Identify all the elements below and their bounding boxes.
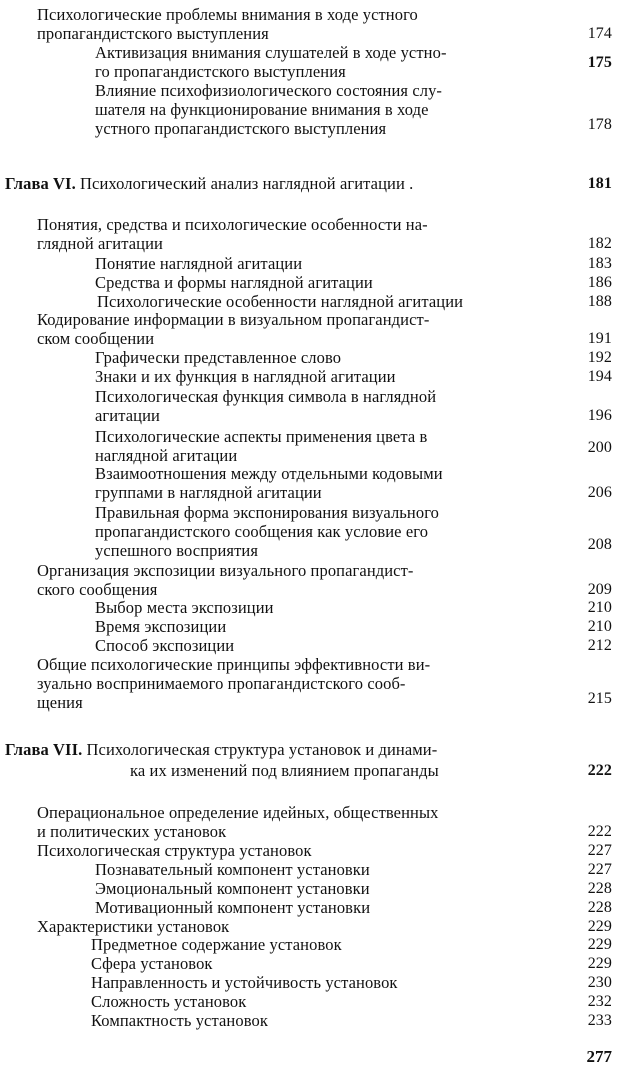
toc-entry: [0, 464, 620, 502]
toc-entry-title-line: Организация экспозиции визуального пропагандист-: [37, 561, 414, 580]
toc-page-number: 174: [587, 25, 612, 42]
toc-entry-title-line: Характеристики установок: [37, 917, 230, 936]
toc-entry: [0, 310, 620, 348]
toc-entry: [0, 898, 620, 917]
toc-page-number: 229: [587, 955, 612, 972]
toc-entry-title-line: го пропагандистского выступления: [95, 62, 346, 81]
toc-entry: [0, 617, 620, 636]
toc-entry-title-line: Предметное содержание установок: [91, 935, 342, 954]
toc-page-number: 228: [587, 880, 612, 897]
toc-entry-title-line: Средства и формы наглядной агитации: [95, 273, 373, 292]
toc-page-number: 208: [587, 536, 612, 554]
toc-entry-title-line: Психологические особенности наглядной агитации: [97, 292, 464, 311]
toc-entry-title-line: Мотивационный компонент установки: [95, 898, 371, 917]
toc-page-number: 209: [587, 581, 612, 598]
toc-entry-title-line: щения: [37, 693, 83, 712]
toc-page-number: 186: [587, 274, 612, 291]
toc-page-number: 196: [587, 407, 612, 424]
toc-entry-title-line: Психологическая функция символа в наглядной: [95, 387, 437, 406]
toc-page-number: 229: [587, 936, 612, 953]
toc-entry-title-line: Сфера установок: [91, 954, 213, 973]
toc-entry-title-line: Психологические проблемы внимания в ходе устного: [37, 5, 418, 24]
toc-entry: [0, 973, 620, 992]
toc-entry-title-line: Правильная форма экспонирования визуального: [95, 503, 440, 522]
toc-entry: [0, 43, 620, 81]
toc-entry-title-line: Выбор места экспозиции: [95, 598, 274, 617]
toc-entry: [0, 841, 620, 860]
toc-entry: [0, 254, 620, 273]
toc-entry: [0, 992, 620, 1011]
toc-entry: [0, 367, 620, 386]
toc-entry: [0, 879, 620, 898]
toc-entry: [0, 292, 620, 311]
toc-page-number: 215: [587, 690, 612, 708]
toc-entry: [0, 387, 620, 425]
toc-page-number: 232: [587, 993, 612, 1010]
toc-entry-title-line: Активизация внимания слушателей в ходе устно-: [95, 43, 447, 62]
toc-page-number: 181: [587, 175, 612, 192]
toc-page-number: 210: [587, 599, 612, 616]
toc-entry-title-line: шателя на функционирование внимания в ходе: [95, 100, 429, 119]
toc-page-number: 200: [587, 439, 612, 457]
toc-entry-title-line: Психологическая структура установок: [37, 841, 312, 860]
toc-entry-title-line: Взаимоотношения между отдельными кодовыми: [95, 464, 443, 483]
toc-page-number: 222: [587, 762, 612, 779]
toc-page-number: 230: [587, 974, 612, 991]
toc-page-number: 192: [587, 349, 612, 366]
toc-entry: [0, 598, 620, 617]
toc-entry-title-line: Познавательный компонент установки: [95, 860, 370, 879]
toc-page-number: 233: [587, 1012, 612, 1029]
toc-page-number: 194: [587, 368, 612, 385]
toc-page-number: 228: [587, 899, 612, 916]
toc-entry: [0, 81, 620, 138]
toc-entry-title-line: Время экспозиции: [95, 617, 227, 636]
toc-entry-title-line: Сложность установок: [91, 992, 247, 1011]
toc-entry-title-line: Психологические аспекты применения цвета в: [95, 427, 428, 446]
toc-page-number: 183: [587, 255, 612, 272]
toc-entry-title-line: Глава VII. Психологическая структура установок и динами-: [5, 740, 438, 759]
toc-chapter-entry: [0, 174, 620, 193]
toc-page-number: 178: [587, 116, 612, 134]
toc-entry-title-line: успешного восприятия: [95, 541, 259, 560]
toc-entry-title-line: Знаки и их функция в наглядной агитации: [95, 367, 396, 386]
toc-entry: [0, 917, 620, 936]
toc-entry: [0, 503, 620, 560]
toc-entry-title-line: наглядной агитации: [95, 446, 238, 465]
toc-page-number: 210: [587, 618, 612, 635]
toc-entry-title-line: ского сообщения: [37, 580, 158, 599]
toc-entry: [0, 561, 620, 599]
toc-entry-title-line: и политических установок: [37, 822, 227, 841]
toc-entry-title-line: Общие психологические принципы эффективности ви-: [37, 655, 431, 674]
toc-entry-title-line: пропагандистского сообщения как условие его: [95, 522, 429, 541]
toc-entry-title-line: Понятия, средства и психологические особенности на-: [37, 215, 428, 234]
toc-entry: [0, 954, 620, 973]
toc-entry-title-line: ском сообщении: [37, 329, 155, 348]
toc-page-number: 182: [587, 235, 612, 252]
toc-entry: [0, 348, 620, 367]
toc-entry-title-line: Влияние психофизиологического состояния слу-: [95, 81, 443, 100]
toc-entry: [0, 803, 620, 841]
toc-page-number: 227: [587, 861, 612, 878]
toc-entry: [0, 655, 620, 712]
toc-entry-title-line: Графически представленное слово: [95, 348, 342, 367]
page-number: 277: [586, 1047, 612, 1066]
toc-entry: [0, 273, 620, 292]
toc-entry-title-line: агитации: [95, 406, 160, 425]
toc-entry-title-line: Глава VI. Психологический анализ наглядной агитации .: [5, 174, 414, 193]
toc-page-number: 229: [587, 918, 612, 935]
toc-entry: [0, 860, 620, 879]
toc-entry-title-line: ка их изменений под влиянием пропаганды: [130, 761, 439, 780]
toc-entry-title-line: Компактность установок: [91, 1011, 268, 1030]
toc-page-number: 222: [587, 823, 612, 840]
toc-entry-title-line: Направленность и устойчивость установок: [91, 973, 398, 992]
toc-page-number: 188: [587, 293, 612, 310]
toc-entry-title-line: Операциональное определение идейных, общественных: [37, 803, 439, 822]
toc-page-number: 206: [587, 484, 612, 501]
toc-entry: [0, 636, 620, 655]
toc-entry-title-line: зуально воспринимаемого пропагандистского сооб-: [37, 674, 406, 693]
toc-page-number: 227: [587, 842, 612, 859]
toc-page-number: 175: [587, 53, 612, 71]
toc-entry: [0, 427, 620, 465]
toc-entry-title-line: Кодирование информации в визуальном пропагандист-: [37, 310, 430, 329]
toc-entry: [0, 1011, 620, 1030]
toc-entry-title-line: пропагандистского выступления: [37, 24, 269, 43]
toc-entry-title-line: Эмоциональный компонент установки: [95, 879, 370, 898]
toc-entry-title-line: глядной агитации: [37, 234, 163, 253]
toc-page-number: 212: [587, 637, 612, 654]
toc-entry-title-line: группами в наглядной агитации: [95, 483, 322, 502]
toc-entry-title-line: Понятие наглядной агитации: [95, 254, 303, 273]
toc-entry-title-line: устного пропагандистского выступления: [95, 119, 387, 138]
toc-chapter-entry: [0, 740, 620, 782]
toc-entry: [0, 215, 620, 253]
toc-page-number: 191: [587, 330, 612, 347]
toc-entry: [0, 5, 620, 43]
toc-entry-title-line: Способ экспозиции: [95, 636, 235, 655]
toc-entry: [0, 935, 620, 954]
